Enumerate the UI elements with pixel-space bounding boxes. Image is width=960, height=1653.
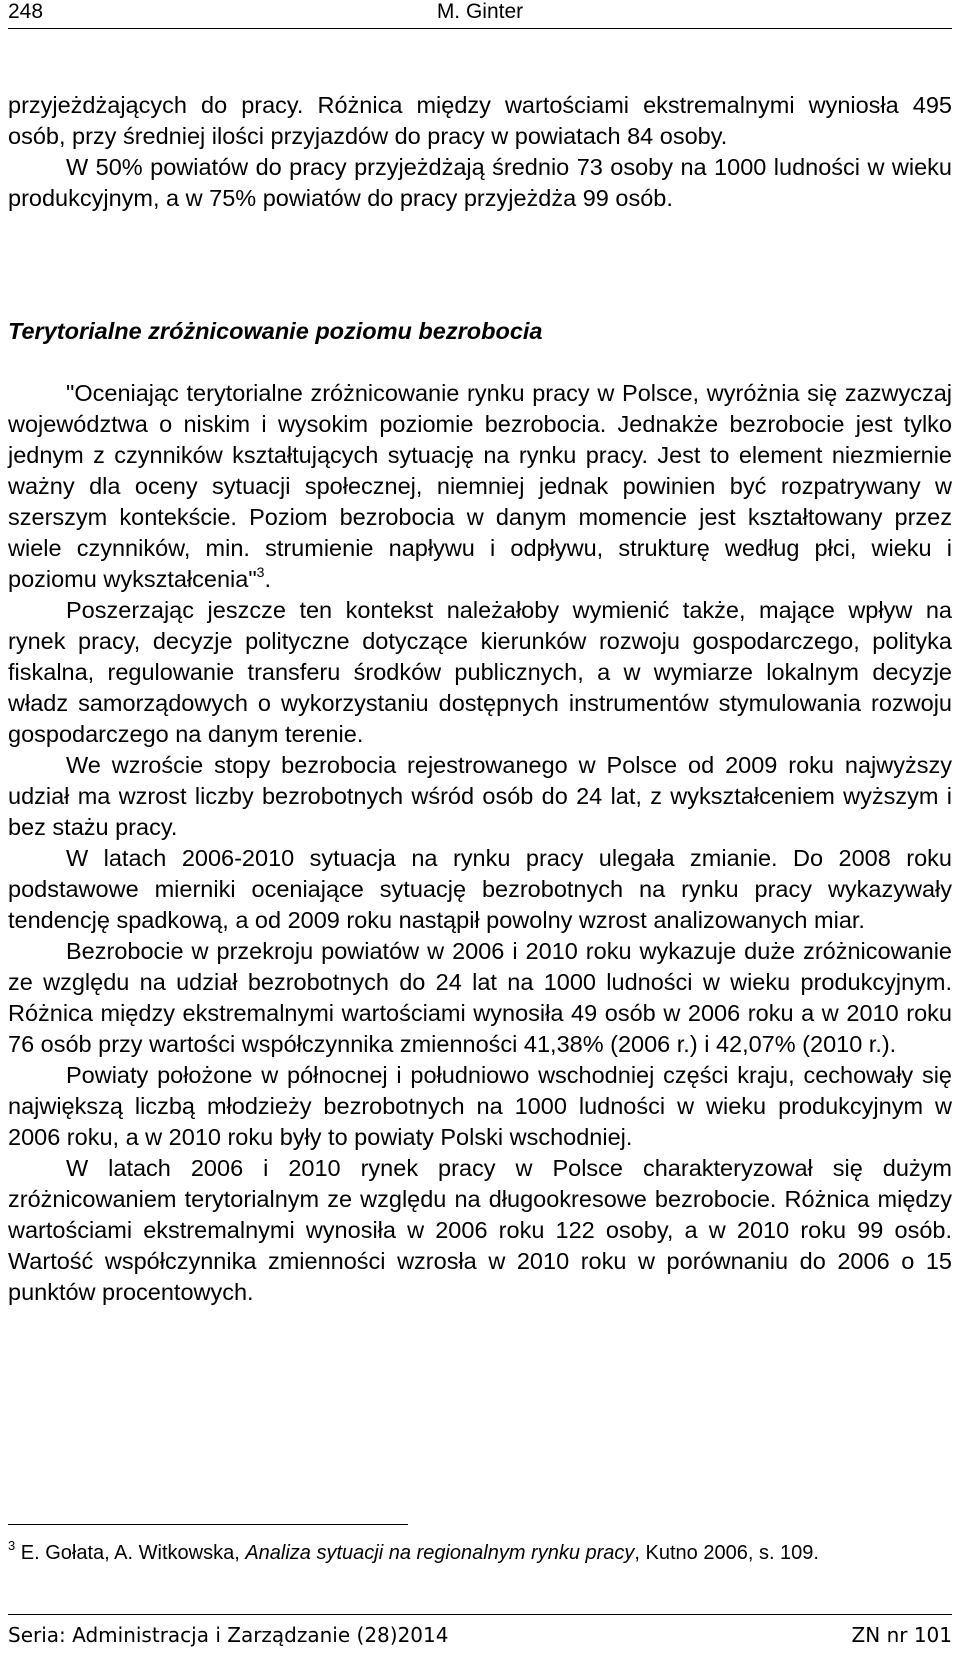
- footer-series: Seria: Administracja i Zarządzanie (28)2014: [8, 1623, 449, 1647]
- intro-text: [8, 90, 952, 214]
- body-paragraph: Powiaty położone w północnej i południowo wschodniej części kraju, cechowały się największą liczbą młodzieży bezrobotnych na 1000 ludności w wieku produkcyjnym w 2006 roku, a w 2010 roku były to powiaty Polski wschodniej.: [8, 1062, 952, 1150]
- section-heading: Terytorialne zróżnicowanie poziomu bezrobocia: [8, 318, 543, 344]
- body-paragraph: We wzroście stopy bezrobocia rejestrowanego w Polsce od 2009 roku najwyższy udział ma wzrost liczby bezrobotnych wśród osób do 24 lat, z wykształceniem wyższym i bez stażu pracy.: [8, 752, 952, 840]
- quote-text: "Oceniając terytorialne zróżnicowanie rynku pracy w Polsce, wyróżnia się zazwyczaj województwa o niskim i wysokim poziomie bezrobocia. Jednakże bezrobocie jest tylko jednym z czynników kształtujących sytuację na rynku pracy. Jest to element niezmiernie ważny dla oceny sytuacji społecznej, niemniej jednak powinien być rozpatrywany w szerszym kontekście. Poziom bezrobocia w danym momencie jest kształtowany przez wiele czynników, min. strumienie napływu i odpływu, strukturę według płci, wieku i poziomu wykształcenia": [8, 380, 952, 592]
- footer-issue: ZN nr 101: [851, 1623, 952, 1647]
- footnote: [8, 1540, 952, 1566]
- quote-paragraph: "Oceniając terytorialne zróżnicowanie rynku pracy w Polsce, wyróżnia się zazwyczaj województwa o niskim i wysokim poziomie bezrobocia. Jednakże bezrobocie jest tylko jednym z czynników kształtujących sytuację na rynku pracy. Jest to element niezmiernie ważny dla oceny sytuacji społecznej, niemniej jednak powinien być rozpatrywany w szerszym kontekście. Poziom bezrobocia w danym momencie jest kształtowany przez wiele czynników, min. strumienie napływu i odpływu, strukturę według płci, wieku i poziomu wykształcenia"$^3$.: [8, 380, 952, 592]
- body-paragraph: Poszerzając jeszcze ten kontekst należałoby wymienić także, mające wpływ na rynek pracy, decyzje polityczne dotyczące kierunków rozwoju gospodarczego, polityka fiskalna, regulowanie transferu środków publicznych, a w wymiarze lokalnym decyzje władz samorządowych o wykorzystaniu dostępnych instrumentów stymulowania rozwoju gospodarczego na danym terenie.: [8, 597, 952, 747]
- intro-paragraph-2: W 50% powiatów do pracy przyjeżdżają średnio 73 osoby na 1000 ludności w wieku produkcyjnym, a w 75% powiatów do pracy przyjeżdża 99 osób.: [8, 154, 952, 211]
- page-number: 248: [8, 0, 44, 23]
- footnote-title: Analiza sytuacji na regionalnym rynku pracy: [245, 1542, 635, 1564]
- body-paragraph: Bezrobocie w przekroju powiatów w 2006 i 2010 roku wykazuje duże zróżnicowanie ze względu na udział bezrobotnych do 24 lat na 1000 ludności w wieku produkcyjnym. Różnica między ekstremalnymi wartościami wynosiła 49 osób w 2006 roku a w 2010 roku 76 osób przy wartości współczynnika zmienności 41,38% (2006 r.) i 42,07% (2010 r.).: [8, 938, 952, 1057]
- section-body: [8, 378, 952, 1308]
- intro-paragraph-1: przyjeżdżających do pracy. Różnica między wartościami ekstremalnymi wyniosła 495 osób, przy średniej ilości przyjazdów do pracy w powiatach 84 osoby.: [8, 92, 952, 149]
- running-head-author: M. Ginter: [436, 0, 524, 23]
- body-paragraph: W latach 2006 i 2010 rynek pracy w Polsce charakteryzował się dużym zróżnicowaniem terytorialnym ze względu na długookresowe bezrobocie. Różnica między wartościami ekstremalnymi wynosiła w 2006 roku 122 osoby, a w 2010 roku 99 osób. Wartość współczynnika zmienności wzrosła w 2010 roku w porównaniu do 2006 o 15 punktów procentowych.: [8, 1155, 952, 1305]
- footnote-separator: [8, 1524, 408, 1525]
- page-header: [8, 0, 952, 29]
- footnote-number: 3: [8, 1538, 16, 1553]
- footnote-reference[interactable]: 3: [256, 564, 265, 580]
- page-footer: [8, 1614, 952, 1649]
- body-paragraph: W latach 2006-2010 sytuacja na rynku pracy ulegała zmianie. Do 2008 roku podstawowe mierniki oceniające sytuację bezrobotnych na rynku pracy wykazywały tendencję spadkową, a od 2009 roku nastąpił powolny wzrost analizowanych miar.: [8, 845, 952, 933]
- footnote-details: , Kutno 2006, s. 109.: [634, 1542, 819, 1564]
- footnote-authors: E. Gołata, A. Witkowska,: [20, 1542, 246, 1564]
